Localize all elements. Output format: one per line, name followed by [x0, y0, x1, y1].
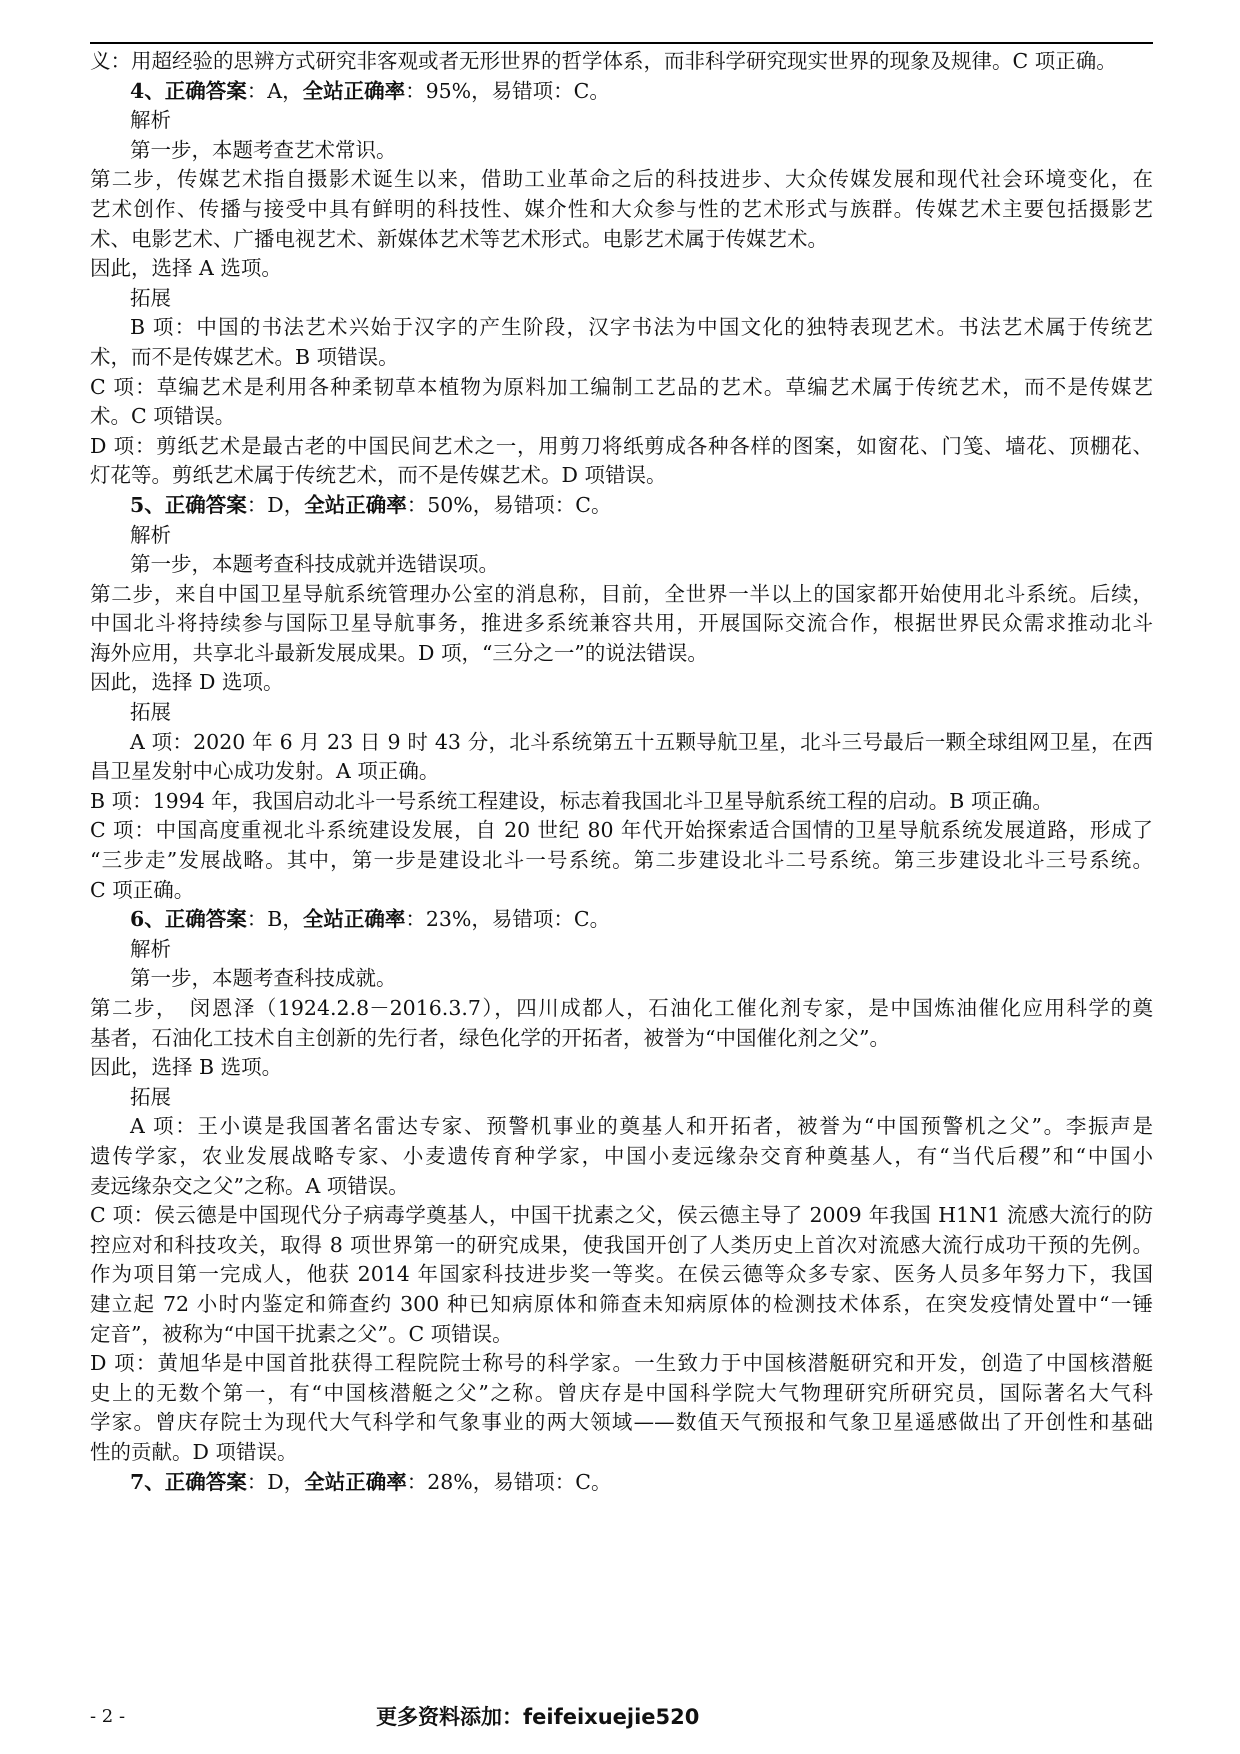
text-line: 解析: [130, 522, 171, 547]
answer-value: ：D，: [246, 492, 305, 517]
text-line: 解析: [130, 108, 171, 133]
rate-value: ：23%，易错项：C。: [405, 907, 611, 932]
header-rule: [90, 42, 1153, 44]
text-line: 灯花等。剪纸艺术属于传统艺术，而不是传媒艺术。D 项错误。: [90, 463, 667, 488]
text-line: “三步走”发展战略。其中，第一步是建设北斗一号系统。第二步建设北斗二号系统。第三步建设北斗三号系统。: [90, 848, 1153, 873]
text-line: 麦远缘杂交之父”之称。A 项错误。: [90, 1173, 409, 1198]
text-line: 拓展: [130, 700, 171, 725]
text-line: 第一步，本题考查科技成就。: [130, 966, 397, 991]
answer-label: 正确答案: [164, 492, 247, 517]
text-line: 解析: [130, 936, 171, 961]
answer-label: 正确答案: [164, 1469, 247, 1494]
answer-value: ：D，: [246, 1469, 305, 1494]
text-line: 拓展: [130, 1084, 171, 1109]
text-line: 遗传学家，农业发展战略专家、小麦遗传育种学家，中国小麦远缘杂交育种奠基人，有“当代后稷”和“中国小: [90, 1143, 1153, 1168]
text-line: 中国北斗将持续参与国际卫星导航事务，推进多系统兼容共用，开展国际交流合作，根据世界民众需求推动北斗: [90, 611, 1153, 636]
text-line: C 项：中国高度重视北斗系统建设发展，自 20 世纪 80 年代开始探索适合国情的卫星导航系统发展道路，形成了: [90, 818, 1153, 843]
text-line: 术，而不是传媒艺术。B 项错误。: [90, 344, 399, 369]
text-line: 控应对和科技攻关，取得 8 项世界第一的研究成果，使我国开创了人类历史上首次对流感大流行成功干预的先例。: [90, 1232, 1153, 1257]
rate-label: 全站正确率: [304, 1469, 407, 1494]
text-line: 学家。曾庆存院士为现代大气科学和气象事业的两大领域——数值天气预报和气象卫星遥感做出了开创性和基础: [90, 1410, 1153, 1435]
text-line: 第二步，来自中国卫星导航系统管理办公室的消息称，目前，全世界一半以上的国家都开始使用北斗系统。后续，: [90, 581, 1153, 606]
text-line: 因此，选择 A 选项。: [90, 256, 282, 281]
text-line: 建立起 72 小时内鉴定和筛查约 300 种已知病原体和筛查未知病原体的检测技术体系，在突发疫情处置中“一锤: [90, 1291, 1153, 1316]
rate-value: ：50%，易错项：C。: [406, 492, 612, 517]
text-line: A 项：2020 年 6 月 23 日 9 时 43 分，北斗系统第五十五颗导航卫星，北斗三号最后一颗全球组网卫星，在西: [130, 729, 1153, 754]
text-line: 性的贡献。D 项错误。: [90, 1439, 298, 1464]
text-line: C 项：侯云德是中国现代分子病毒学奠基人，中国干扰素之父，侯云德主导了 2009 年我国 H1N1 流感大流行的防: [90, 1203, 1153, 1228]
text-line: D 项：剪纸艺术是最古老的中国民间艺术之一，用剪刀将纸剪成各种各样的图案，如窗花、门笺、墙花、顶棚花、: [90, 433, 1153, 458]
text-line: 第一步，本题考查科技成就并选错误项。: [130, 552, 499, 577]
text-line: 第二步，传媒艺术指自摄影术诞生以来，借助工业革命之后的科技进步、大众传媒发展和现代社会环境变化，在: [90, 167, 1153, 192]
text-line: 海外应用，共享北斗最新发展成果。D 项，“三分之一”的说法错误。: [90, 640, 708, 665]
footer-note: 更多资料添加：feifeixuejie520: [376, 1705, 700, 1729]
answer-value: ：A，: [246, 78, 303, 103]
text-line: 第二步， 闵恩泽（1924.2.8－2016.3.7），四川成都人，石油化工催化剂专家，是中国炼油催化应用科学的奠: [90, 996, 1153, 1020]
text-line: A 项：王小谟是我国著名雷达专家、预警机事业的奠基人和开拓者，被誉为“中国预警机之父”。李振声是: [130, 1114, 1153, 1139]
answer-line: [90, 491, 1153, 521]
answer-label: 正确答案: [164, 907, 247, 932]
text-line: 史上的无数个第一，有“中国核潜艇之父”之称。曾庆存是中国科学院大气物理研究所研究员，国际著名大气科: [90, 1380, 1153, 1405]
answer-line: [90, 905, 1153, 935]
text-line: 艺术创作、传播与接受中具有鲜明的科技性、媒介性和大众参与性的艺术形式与族群。传媒艺术主要包括摄影艺: [90, 196, 1153, 221]
rate-value: ：28%，易错项：C。: [406, 1469, 612, 1494]
question-number: 5、: [130, 492, 165, 517]
text-line: 义：用超经验的思辨方式研究非客观或者无形世界的哲学体系，而非科学研究现实世界的现象及规律。C 项正确。: [90, 49, 1117, 73]
answer-line: [90, 77, 1153, 107]
text-line: 基者，石油化工技术自主创新的先行者，绿色化学的开拓者，被誉为“中国催化剂之父”。: [90, 1025, 890, 1050]
answer-value: ：B，: [246, 907, 303, 932]
text-line: C 项正确。: [90, 877, 195, 902]
rate-label: 全站正确率: [304, 492, 407, 517]
text-line: 作为项目第一完成人，他获 2014 年国家科技进步奖一等奖。在侯云德等众多专家、医务人员多年努力下，我国: [90, 1262, 1153, 1287]
text-line: 拓展: [130, 285, 171, 310]
text-line: B 项：1994 年，我国启动北斗一号系统工程建设，标志着我国北斗卫星导航系统工程的启动。B 项正确。: [90, 788, 1053, 813]
page-number: - 2 -: [90, 1706, 126, 1727]
text-line: 术、电影艺术、广播电视艺术、新媒体艺术等艺术形式。电影艺术属于传媒艺术。: [90, 226, 828, 251]
text-line: 昌卫星发射中心成功发射。A 项正确。: [90, 759, 440, 784]
answer-label: 正确答案: [164, 78, 247, 103]
text-line: 因此，选择 B 选项。: [90, 1055, 283, 1080]
document-body: [90, 47, 1153, 1497]
text-line: 定音”，被称为“中国干扰素之父”。C 项错误。: [90, 1321, 513, 1346]
text-line: 术。C 项错误。: [90, 404, 236, 429]
question-number: 6、: [130, 907, 165, 932]
text-line: 第一步，本题考查艺术常识。: [130, 137, 397, 162]
text-line: C 项：草编艺术是利用各种柔韧草本植物为原料加工编制工艺品的艺术。草编艺术属于传统艺术，而不是传媒艺: [90, 374, 1153, 399]
text-line: B 项：中国的书法艺术兴始于汉字的产生阶段，汉字书法为中国文化的独特表现艺术。书法艺术属于传统艺: [130, 315, 1153, 340]
rate-label: 全站正确率: [302, 78, 406, 103]
answer-line: [90, 1468, 1153, 1498]
text-line: 因此，选择 D 选项。: [90, 670, 284, 695]
question-number: 4、: [130, 78, 165, 103]
question-number: 7、: [130, 1469, 165, 1494]
rate-label: 全站正确率: [302, 907, 406, 932]
rate-value: ：95%，易错项：C。: [405, 78, 610, 103]
text-line: D 项：黄旭华是中国首批获得工程院院士称号的科学家。一生致力于中国核潜艇研究和开发，创造了中国核潜艇: [90, 1351, 1153, 1376]
